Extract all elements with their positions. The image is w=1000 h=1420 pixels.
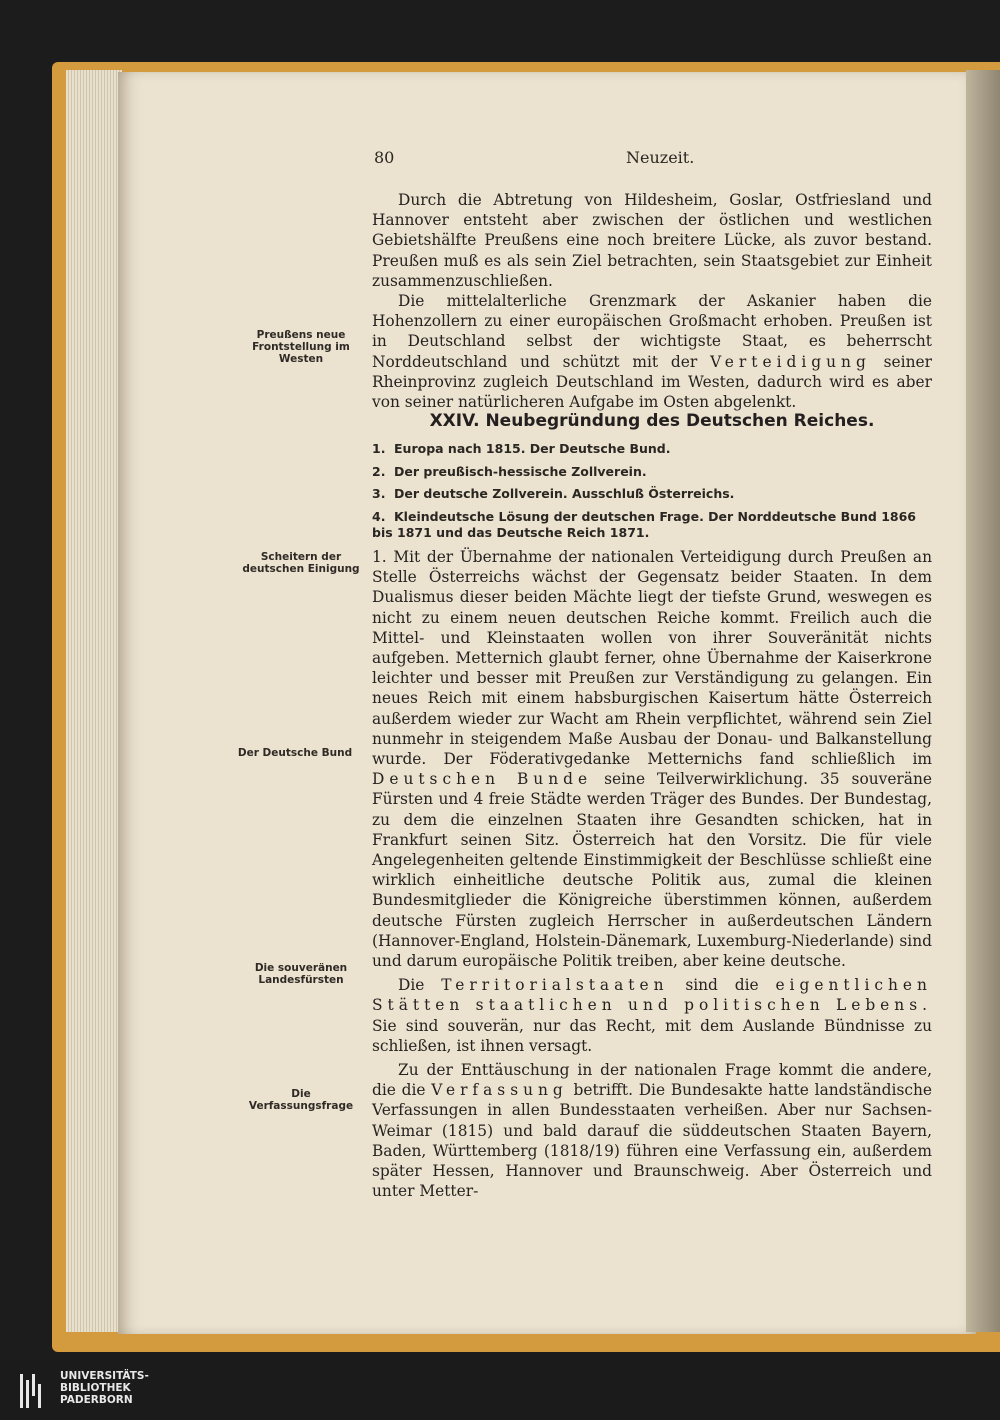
spaced-emphasis: Territorialstaaten xyxy=(441,976,669,995)
margin-note: Scheitern der deutschen Einigung xyxy=(242,551,360,575)
spaced-emphasis: Verfassung xyxy=(431,1081,568,1100)
paragraph xyxy=(372,291,932,412)
book-gutter xyxy=(966,70,1000,1332)
spaced-emphasis: Verteidigung xyxy=(710,352,871,371)
library-logo-icon xyxy=(20,1374,46,1408)
margin-note: Preußens neue Frontstellung im Westen xyxy=(252,329,350,365)
paragraph xyxy=(372,975,932,1056)
library-name xyxy=(60,1370,149,1406)
paragraph-text: betrifft. Die Bundesakte hatte landständische Verfassungen in allen Bundesstaaten verheißen. Aber nur Sachsen-Weimar (1815) und bald darauf die süddeutschen Staaten Bayern, Baden, Württemberg (1818/19) führen eine Verfassung ein, außerdem später Hessen, Hannover und Braunschweig. Aber Österreich und unter Metter- xyxy=(372,1081,932,1201)
paragraph-text: Die xyxy=(398,976,425,995)
toc-text: Europa nach 1815. Der Deutsche Bund. xyxy=(394,441,671,456)
margin-note: Die souveränen Landesfürsten xyxy=(254,962,348,986)
page-number: 80 xyxy=(374,148,395,167)
paragraph xyxy=(372,547,932,971)
spaced-emphasis: Deutschen Bunde xyxy=(372,770,593,789)
spaced-emphasis: eigentlichen Stätten staatlichen und politischen Lebens. xyxy=(372,976,932,1015)
toc-item xyxy=(372,509,937,541)
chapter-title: XXIV. Neubegründung des Deutschen Reiches. xyxy=(429,411,875,431)
paragraph-text: 1. Mit der Übernahme der nationalen Verteidigung durch Preußen an Stelle Österreichs wächst der Gegensatz beider Staaten. In dem Dualismus dieser beiden Mächte liegt der tiefste Grund, weswegen es nicht zu einem neuen deutschen Reiche kommt. Freilich auch die Mittel- und Kleinstaaten wollen von ihrer Souveränität nichts aufgeben. Metternich glaubt ferner, ohne Übernahme der Kaiserkrone leichter und besser mit Preußen zur Verständigung zu gelangen. Ein neues Reich mit einem habsburgischen Kaisertum hätte Österreich außerdem wieder zur Wacht am Rhein verpflichtet, während sein Ziel nunmehr in steigendem Maße Ausbau der Donau- und Balkanstellung wurde. Der Föderativgedanke Metternichs fand schließlich im xyxy=(372,548,932,769)
running-title: Neuzeit. xyxy=(626,148,695,167)
library-line: UNIVERSITÄTS- xyxy=(60,1370,149,1382)
margin-note: Der Deutsche Bund xyxy=(237,747,353,759)
margin-note: Die Verfassungsfrage xyxy=(248,1088,354,1112)
paragraph-text: Sie sind souverän, nur das Recht, mit dem Auslande Bündnisse zu schließen, ist ihnen versagt. xyxy=(372,1016,932,1055)
main-text xyxy=(372,547,932,1202)
paragraph-text: sind die xyxy=(685,976,759,995)
library-footer xyxy=(0,1360,1000,1420)
page-edges xyxy=(66,70,122,1332)
toc-item xyxy=(372,486,937,502)
toc-text: Der preußisch-hessische Zollverein. xyxy=(394,464,647,479)
paragraph-text: Zu der Enttäuschung in der nationalen Frage kommt die andere, die die xyxy=(372,1061,932,1100)
library-line: PADERBORN xyxy=(60,1394,133,1406)
toc-item xyxy=(372,464,937,480)
paragraph xyxy=(372,1060,932,1201)
toc-text: Kleindeutsche Lösung der deutschen Frage. Der Norddeutsche Bund 1866 bis 1871 und das Deutsche Reich 1871. xyxy=(372,509,917,540)
toc-number: 4. xyxy=(372,509,386,524)
paragraph: Durch die Abtretung von Hildesheim, Goslar, Ostfriesland und Hannover entsteht aber zwischen der östlichen und westlichen Gebietshälfte Preußens eine noch breitere Lücke, als zuvor bestand. Preußen muß es als sein Ziel betrachten, sein Staatsgebiet zur Einheit zusammenzuschließen. xyxy=(372,191,932,290)
library-line: BIBLIOTHEK xyxy=(60,1382,131,1394)
intro-text xyxy=(372,190,932,412)
toc-number: 2. xyxy=(372,464,386,479)
paragraph-text: Die mittelalterliche Grenzmark der Askanier haben die Hohenzollern zu einer europäischen Großmacht erhoben. Preußen ist in Deutschland selbst der wichtigste Staat, es beherrscht Norddeutschland und schützt mit der xyxy=(372,292,932,371)
toc-text: Der deutsche Zollverein. Ausschluß Österreichs. xyxy=(394,486,735,501)
paragraph-text: seiner Rheinprovinz zugleich Deutschland im Westen, dadurch wird es aber von seiner natürlicheren Aufgabe im Osten abgelenkt. xyxy=(372,352,932,412)
toc-number: 1. xyxy=(372,441,386,456)
paragraph-text: seine Teilverwirklichung. 35 souveräne Fürsten und 4 freie Städte werden Träger des Bundes. Der Bundestag, zu dem die einzelnen Staaten ihre Gesandten schicken, hat in Frankfurt seinen Sitz. Österreich hat den Vorsitz. Die für viele Angelegenheiten geltende Einstimmigkeit der Beschlüsse schließt eine wirklich einheitliche deutsche Politik aus, zumal die kleinen Bundesmitglieder die Königreiche überstimmen können, außerdem deutsche Fürsten zugleich Herrscher in außerdeutschen Ländern (Hannover-England, Holstein-Dänemark, Luxemburg-Niederlande) sind und darum europäische Politik treiben, aber keine deutsche. xyxy=(372,770,932,971)
toc-number: 3. xyxy=(372,486,386,501)
toc-item xyxy=(372,441,937,457)
